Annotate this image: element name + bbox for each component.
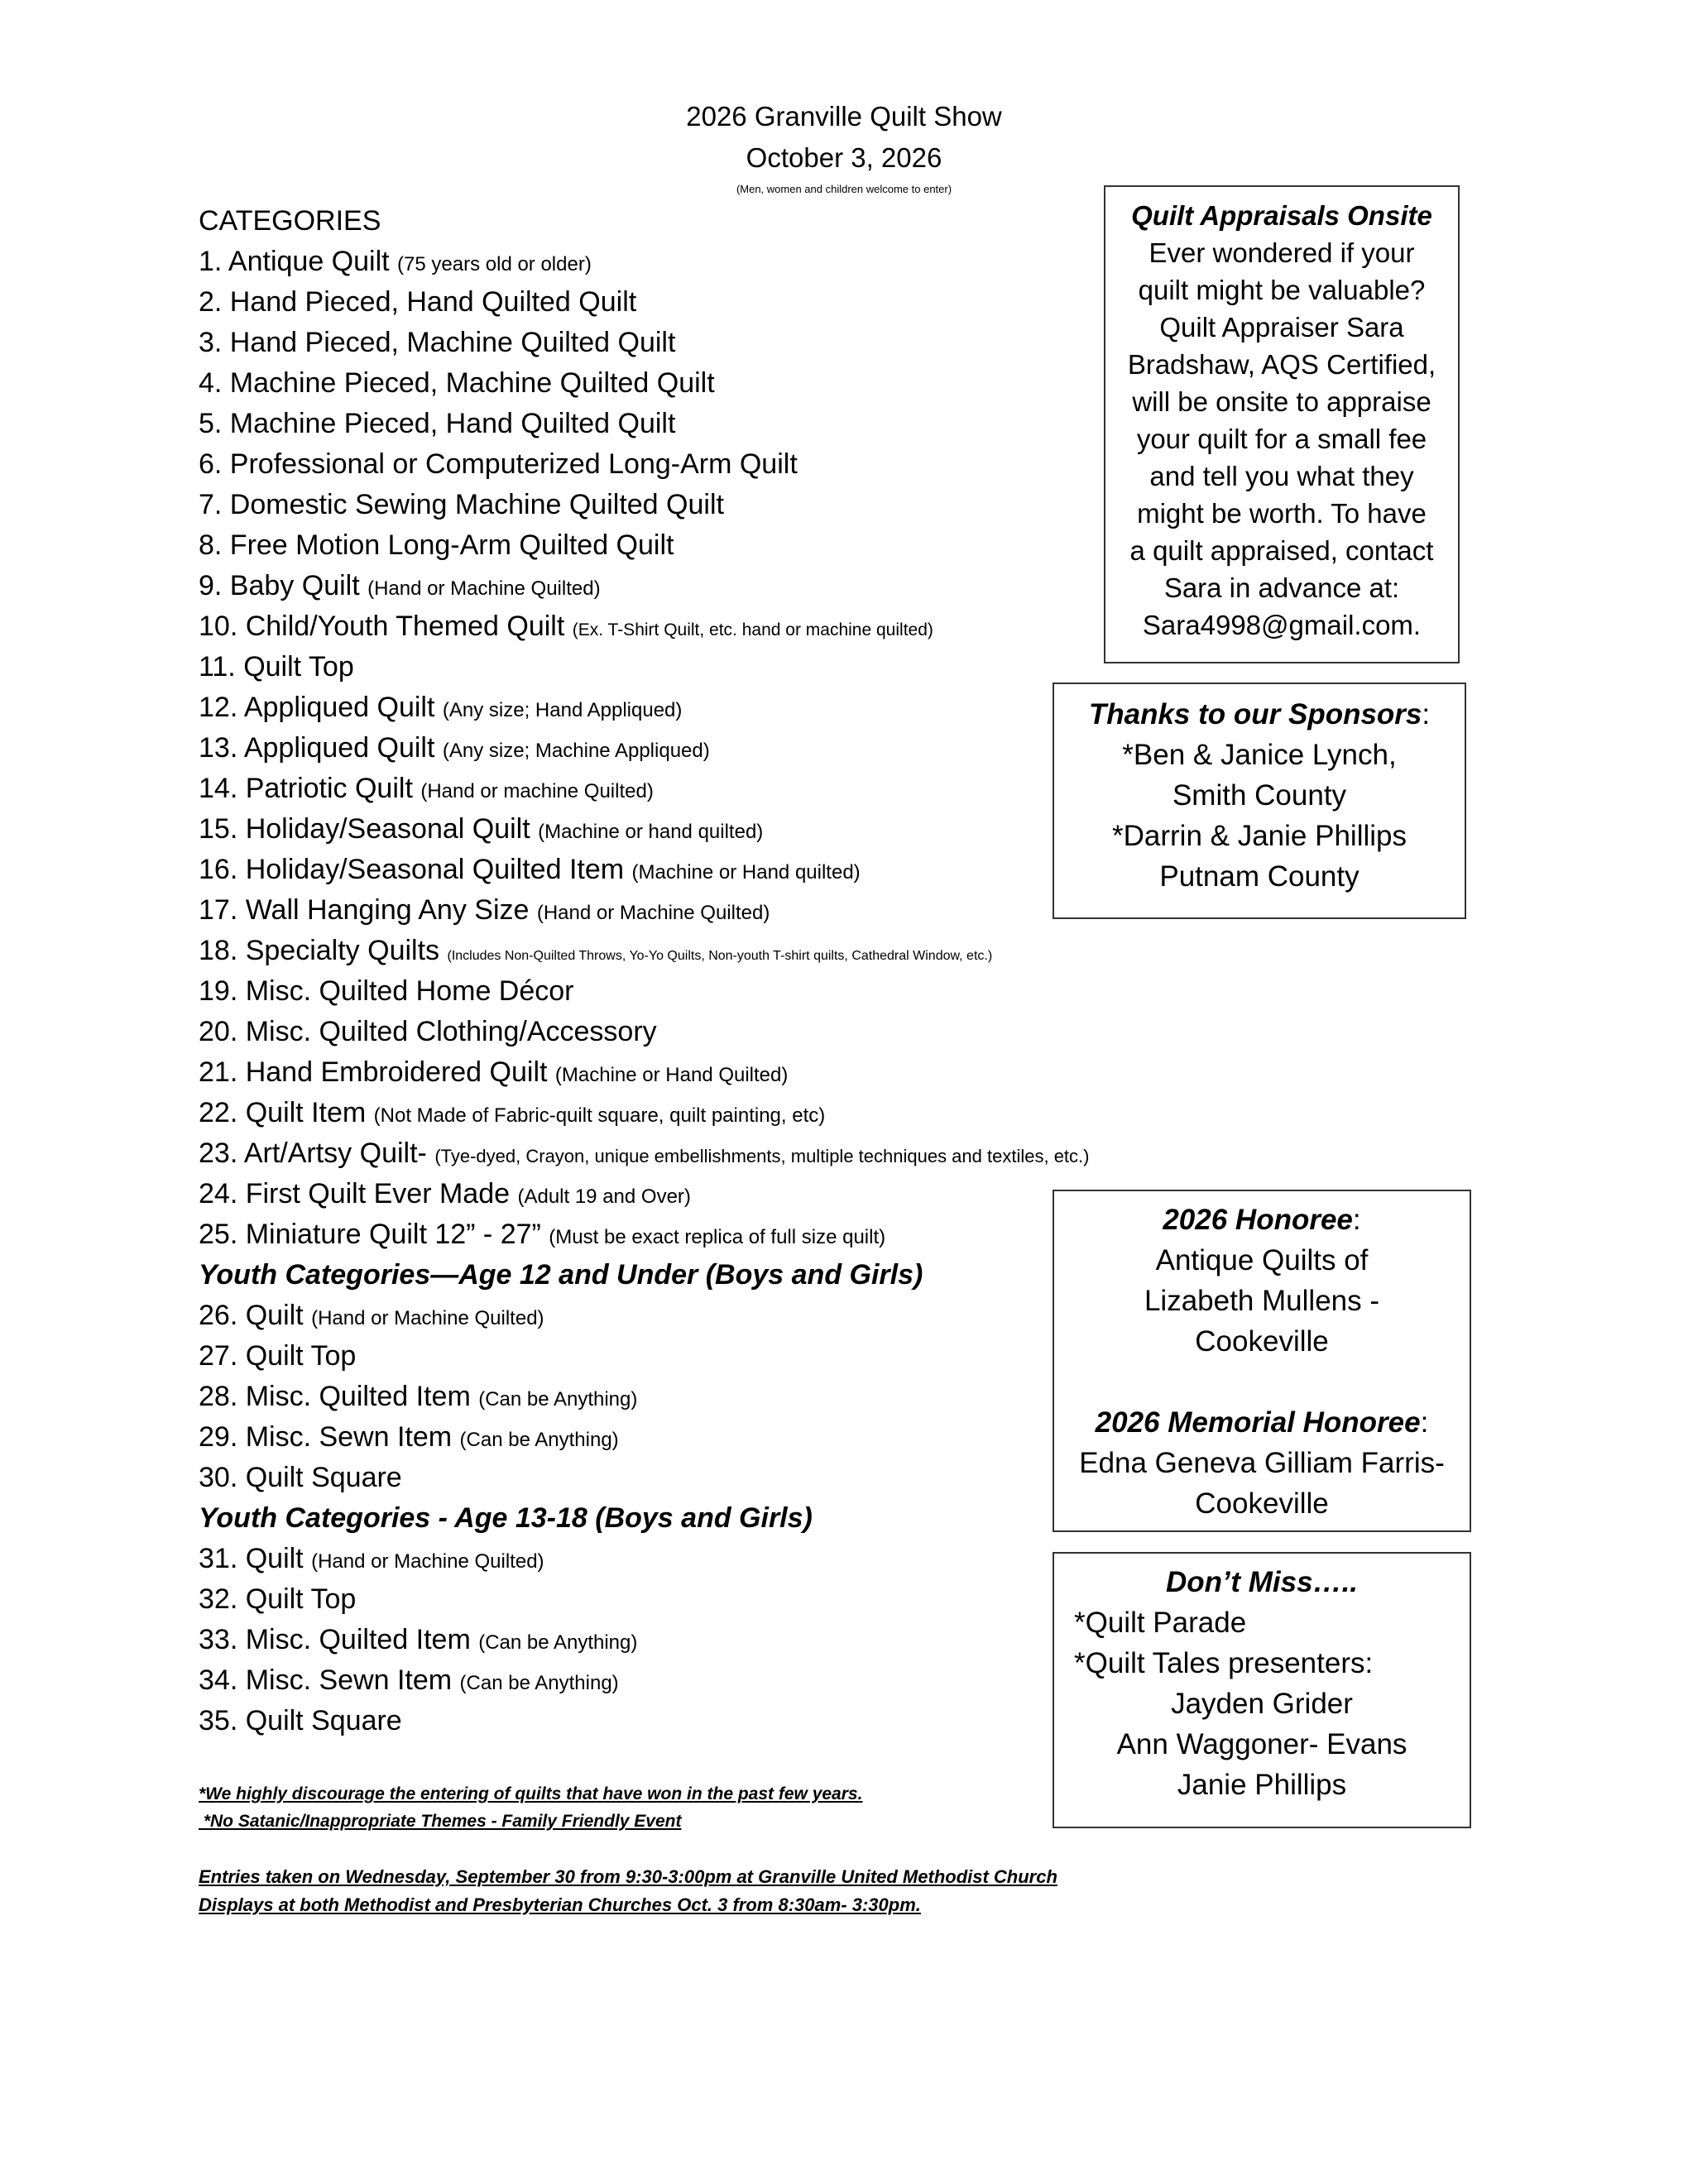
category-item: 7. Domestic Sewing Machine Quilted Quilt [199,489,724,520]
category-item: 28. Misc. Quilted Item (Can be Anything) [199,1381,638,1412]
category-item: 16. Holiday/Seasonal Quilted Item (Machine or Hand quilted) [199,854,861,885]
appraisal-line: and tell you what they [1149,461,1414,491]
category-item: 18. Specialty Quilts (Includes Non-Quilted Throws, Yo-Yo Quilts, Non-youth T-shirt quilts, Cathedral Window, etc.) [199,935,993,966]
memorial-line: Edna Geneva Gilliam Farris- [1079,1447,1445,1479]
honoree-title: 2026 Honoree [1163,1204,1353,1236]
footnote-line: *We highly discourage the entering of quilts that have won in the past few years. [199,1784,863,1803]
category-item: 5. Machine Pieced, Hand Quilted Quilt [199,408,676,439]
honoree-line: Lizabeth Mullens - [1144,1285,1380,1317]
category-item: 2. Hand Pieced, Hand Quilted Quilt [199,286,637,318]
presenter-name: Janie Phillips [1177,1769,1347,1801]
category-item: 32. Quilt Top [199,1583,357,1615]
appraisal-line: your quilt for a small fee [1136,424,1427,454]
category-item: 19. Misc. Quilted Home Décor [199,975,574,1007]
page-title: 2026 Granville Quilt Show [686,101,1002,132]
presenter-name: Jayden Grider [1171,1688,1353,1720]
welcome-note: (Men, women and children welcome to enter) [736,183,952,195]
presenter-name: Ann Waggoner- Evans [1116,1728,1407,1760]
sponsor-line: Smith County [1172,779,1347,812]
category-item: 13. Appliqued Quilt (Any size; Machine Appliqued) [199,732,710,764]
entry-notes [199,1863,1057,1919]
honoree-box: 2026 Honoree: Antique Quilts of Lizabeth Mullens - Cookeville 2026 Memorial Honoree: Edna Geneva Gilliam Farris- Cookeville [1053,1190,1471,1532]
displays-line: Displays at both Methodist and Presbyterian Churches Oct. 3 from 8:30am- 3:30pm. [199,1894,921,1915]
category-item: 30. Quilt Square [199,1462,402,1493]
sponsor-line: *Darrin & Janie Phillips [1112,820,1407,852]
category-item: 31. Quilt (Hand or Machine Quilted) [199,1543,544,1574]
appraisal-line: will be onsite to appraise [1132,386,1431,417]
category-item: 35. Quilt Square [199,1705,402,1736]
category-item: 24. First Quilt Ever Made (Adult 19 and Over) [199,1178,691,1209]
appraisal-line: quilt might be valuable? [1138,275,1426,305]
sponsor-line: Putnam County [1159,860,1360,893]
category-item: 10. Child/Youth Themed Quilt (Ex. T-Shirt Quilt, etc. hand or machine quilted) [199,611,933,642]
sponsors-box: Thanks to our Sponsors: *Ben & Janice Lynch, Smith County *Darrin & Janie Phillips Putnam County [1053,682,1466,919]
footnote-line: *No Satanic/Inappropriate Themes - Family Friendly Event [199,1812,682,1831]
category-item: 15. Holiday/Seasonal Quilt (Machine or hand quilted) [199,813,764,845]
appraisal-line: Sara in advance at: [1163,572,1400,603]
category-item: 14. Patriotic Quilt (Hand or machine Quilted) [199,773,654,804]
categories-heading: CATEGORIES [199,205,381,237]
appraisal-email: Sara4998@gmail.com. [1142,610,1422,640]
event-date: October 3, 2026 [746,142,942,173]
category-item: 1. Antique Quilt (75 years old or older) [199,246,592,277]
category-item: 6. Professional or Computerized Long-Arm Quilt [199,448,798,480]
appraisal-line: Bradshaw, AQS Certified, [1127,349,1436,380]
category-item: 9. Baby Quilt (Hand or Machine Quilted) [199,570,601,601]
sponsors-title: Thanks to our Sponsors [1088,698,1422,730]
category-item: 4. Machine Pieced, Machine Quilted Quilt [199,367,715,399]
dont-miss-box [1053,1552,1471,1828]
category-item: 26. Quilt (Hand or Machine Quilted) [199,1300,544,1331]
category-item: 20. Misc. Quilted Clothing/Accessory [199,1016,657,1047]
category-item: 29. Misc. Sewn Item (Can be Anything) [199,1421,619,1453]
appraisal-line: a quilt appraised, contact [1129,535,1434,566]
sponsor-line: *Ben & Janice Lynch, [1122,739,1397,771]
category-item: 11. Quilt Top [199,651,354,682]
appraisal-line: Quilt Appraiser Sara [1159,312,1404,342]
category-item: 3. Hand Pieced, Machine Quilted Quilt [199,327,676,358]
memorial-line: Cookeville [1195,1487,1329,1520]
entries-line: Entries taken on Wednesday, September 30 from 9:30-3:00pm at Granville United Methodist Church [199,1866,1057,1887]
category-item: 23. Art/Artsy Quilt- (Tye-dyed, Crayon, unique embellishments, multiple techniques and textiles, etc.) [199,1138,1090,1169]
category-item: 33. Misc. Quilted Item (Can be Anything) [199,1624,638,1655]
category-item: 25. Miniature Quilt 12” - 27” (Must be exact replica of full size quilt) [199,1219,886,1250]
category-item: 12. Appliqued Quilt (Any size; Hand Appliqued) [199,692,683,723]
dont-miss-title: Don’t Miss….. [1165,1566,1359,1598]
dont-miss-item: *Quilt Parade [1074,1607,1247,1639]
youth-12-heading: Youth Categories—Age 12 and Under (Boys and Girls) [199,1259,923,1291]
appraisal-title: Quilt Appraisals Onsite [1131,200,1432,231]
footnotes [199,1780,862,1835]
category-item: 8. Free Motion Long-Arm Quilted Quilt [199,529,674,561]
appraisal-line: might be worth. To have [1137,498,1427,529]
category-item: 21. Hand Embroidered Quilt (Machine or Hand Quilted) [199,1056,789,1088]
category-item: 27. Quilt Top [199,1340,357,1372]
appraisal-line: Ever wondered if your [1149,237,1415,268]
appraisal-box [1104,185,1460,663]
youth-13-18-heading: Youth Categories - Age 13-18 (Boys and Girls) [199,1502,813,1534]
memorial-honoree-title: 2026 Memorial Honoree [1095,1406,1421,1439]
category-item: 34. Misc. Sewn Item (Can be Anything) [199,1664,619,1696]
honoree-line: Antique Quilts of [1155,1244,1369,1276]
category-item: 17. Wall Hanging Any Size (Hand or Machine Quilted) [199,894,770,926]
dont-miss-item: *Quilt Tales presenters: [1074,1647,1374,1679]
category-item: 22. Quilt Item (Not Made of Fabric-quilt square, quilt painting, etc) [199,1097,826,1128]
honoree-line: Cookeville [1195,1325,1329,1358]
